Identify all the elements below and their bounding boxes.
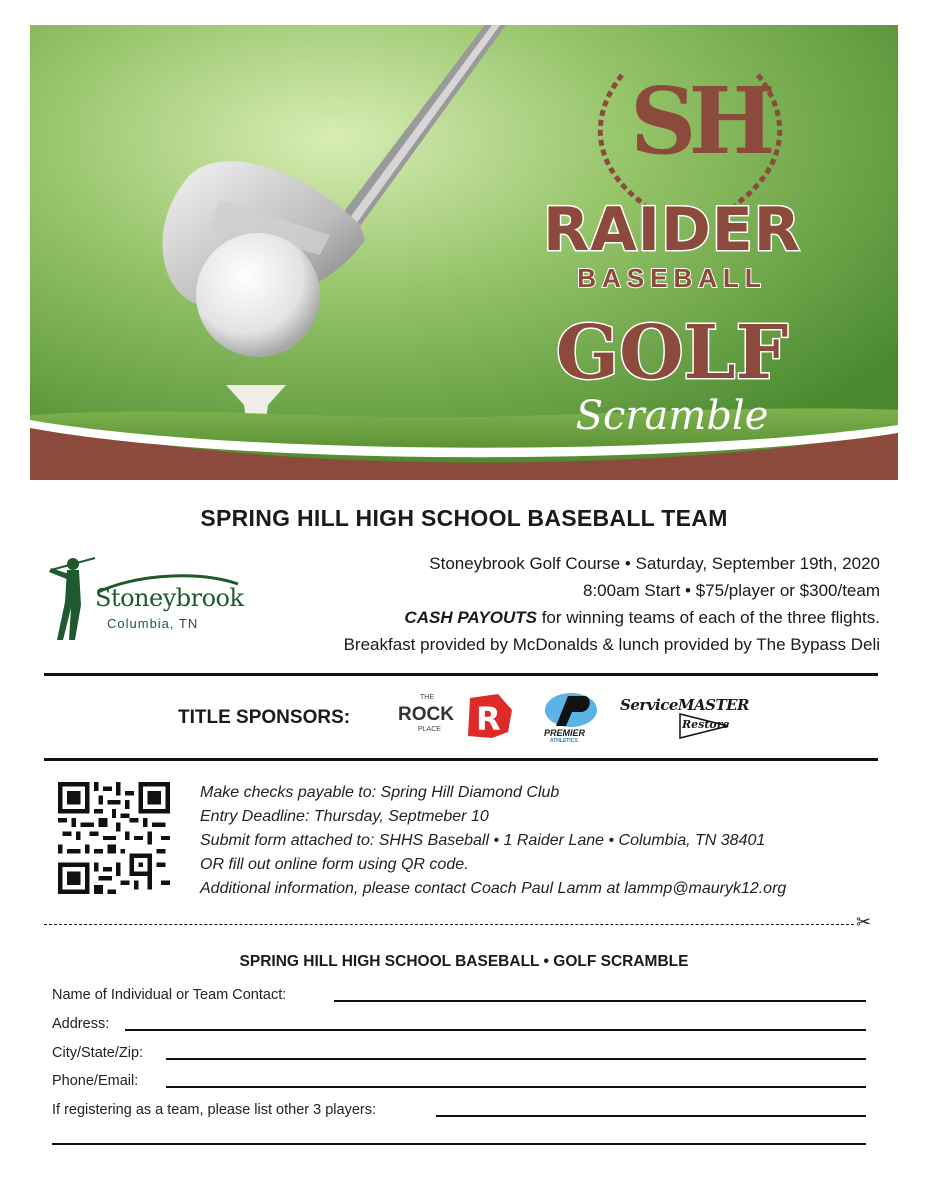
stoneybrook-name: Stoneybrook	[95, 584, 244, 612]
cash-payouts-label: CASH PAYOUTS	[404, 608, 537, 627]
title-sponsors-label: TITLE SPONSORS:	[178, 707, 351, 728]
servicemaster-wordmark: ServiceMASTER	[620, 696, 750, 714]
golf-wordmark: GOLF	[555, 310, 789, 396]
sh-logo	[570, 55, 810, 205]
premier-sub: ATHLETICS	[550, 738, 578, 744]
baseball-wordmark: BASEBALL	[577, 263, 767, 293]
stoneybrook-logo	[45, 550, 245, 650]
restore-wordmark: Restore	[682, 718, 730, 731]
svg-text:R: R	[476, 700, 501, 738]
stoneybrook-location: Columbia, TN	[107, 616, 199, 631]
event-info	[260, 550, 880, 658]
rock-r-icon	[462, 692, 514, 740]
city-state-zip-field[interactable]	[166, 1058, 866, 1060]
city-state-zip-label: City/State/Zip:	[52, 1045, 144, 1061]
address-label: Address:	[52, 1016, 110, 1032]
event-payouts	[260, 604, 880, 631]
rock-place-logo	[398, 692, 516, 742]
team-players-field-extra[interactable]	[52, 1143, 866, 1145]
contact-info: Additional information, please contact Coach Paul Lamm at lammp@mauryk12.org	[200, 880, 787, 897]
team-players-label: If registering as a team, please list other 3 players:	[52, 1102, 376, 1118]
address-field[interactable]	[125, 1029, 866, 1031]
servicemaster-restore-logo	[620, 696, 750, 740]
entry-deadline: Entry Deadline: Thursday, Septmeber 10	[200, 808, 489, 825]
rock-wordmark: ROCK	[398, 704, 454, 725]
divider	[44, 673, 878, 676]
rock-the: THE	[420, 694, 434, 701]
scissors-icon: ✂	[856, 912, 872, 932]
raider-wordmark: RAIDER	[543, 195, 801, 265]
premier-p-icon	[540, 690, 602, 730]
name-field[interactable]	[334, 1000, 866, 1002]
event-title: SPRING HILL HIGH SCHOOL BASEBALL TEAM	[200, 505, 728, 531]
cash-payouts-text: for winning teams of each of the three flights.	[536, 608, 880, 627]
premier-wordmark: PREMIER	[544, 728, 586, 738]
event-location-date: Stoneybrook Golf Course • Saturday, September 19th, 2020	[429, 554, 880, 573]
event-start-price: 8:00am Start • $75/player or $300/team	[582, 581, 880, 600]
scramble-wordmark: Scramble	[575, 393, 769, 439]
event-meals: Breakfast provided by McDonalds & lunch provided by The Bypass Deli	[343, 635, 880, 654]
name-label: Name of Individual or Team Contact:	[52, 987, 287, 1003]
checks-payable: Make checks payable to: Spring Hill Diamond Club	[200, 784, 560, 801]
phone-email-label: Phone/Email:	[52, 1073, 139, 1089]
team-players-field[interactable]	[436, 1115, 866, 1117]
registration-details	[200, 781, 786, 901]
sh-logo-letters: SH	[630, 67, 768, 175]
premier-athletics-logo	[540, 690, 602, 746]
online-form-note: OR fill out online form using QR code.	[200, 856, 469, 873]
submit-address: Submit form attached to: SHHS Baseball • 1 Raider Lane • Columbia, TN 38401	[200, 832, 766, 849]
rock-place: PLACE	[418, 726, 441, 733]
qr-code-icon[interactable]	[58, 782, 170, 894]
divider	[44, 758, 878, 761]
form-title: SPRING HILL HIGH SCHOOL BASEBALL • GOLF SCRAMBLE	[239, 953, 689, 970]
hero-banner	[30, 25, 898, 480]
cut-line	[44, 924, 854, 925]
phone-email-field[interactable]	[166, 1086, 866, 1088]
